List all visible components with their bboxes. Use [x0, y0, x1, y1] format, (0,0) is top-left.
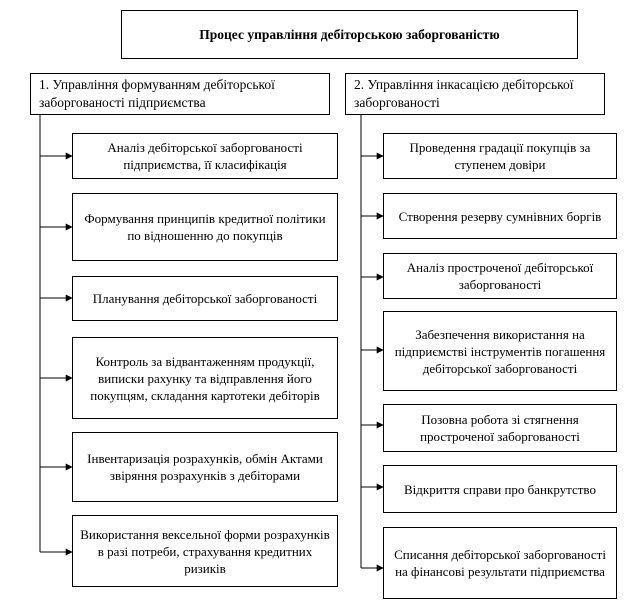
left-item-6-text: Використання вексельної форми розрахунків в разі потреби, страхування кредитних ризиків — [80, 526, 330, 576]
right-item-5 — [383, 404, 617, 452]
right-item-2 — [383, 193, 617, 239]
title-text: Процес управління дебіторською заборгованістю — [199, 27, 500, 42]
right-item-2-text: Створення резерву сумнівних боргів — [398, 208, 602, 224]
left-item-4-text: Контроль за відвантаженням продукції, виписки рахунку та відправлення його покупцям, складання картотеки дебіторів — [90, 353, 320, 403]
left-item-6 — [72, 515, 338, 587]
left-item-3 — [72, 276, 338, 321]
right-item-5-text: Позовна робота зі стягнення простроченої заборгованості — [420, 412, 580, 444]
right-item-6 — [383, 465, 617, 513]
right-item-4 — [383, 311, 617, 391]
right-item-4-text: Забезпечення використання на підприємстві інструментів погашення дебіторської заборгованості — [394, 326, 606, 376]
left-item-2-text: Формування принципів кредитної політики по відношенню до покупців — [84, 211, 326, 243]
left-item-1-text: Аналіз дебіторської заборгованості підприємства, її класифікація — [107, 140, 303, 172]
left-item-1 — [72, 133, 338, 179]
right-item-3-text: Аналіз простроченої дебіторської заборгованості — [406, 260, 594, 292]
right-heading-text: 2. Управління інкасацією дебіторської заборгованості — [354, 77, 574, 110]
left-item-5 — [72, 432, 338, 502]
right-item-1-text: Проведення градації покупців за ступенем довіри — [409, 140, 591, 172]
right-heading-box — [345, 73, 605, 115]
left-item-5-text: Інвентаризація розрахунків, обмін Актами звіряння розрахунків з дебіторами — [87, 451, 323, 483]
diagram-title — [121, 10, 578, 59]
left-heading-text: 1. Управління формуванням дебіторської заборгованості підприємства — [39, 77, 275, 110]
left-item-2 — [72, 193, 338, 261]
left-item-3-text: Планування дебіторської заборгованості — [92, 291, 318, 306]
left-item-4 — [72, 337, 338, 419]
right-item-7-text: Списання дебіторської заборгованості на фінансові результати підприємства — [394, 547, 606, 579]
right-item-3 — [383, 253, 617, 299]
left-heading-box — [30, 73, 330, 115]
right-item-6-text: Відкриття справи про банкрутство — [404, 481, 596, 497]
right-item-7 — [383, 527, 617, 599]
right-item-1 — [383, 133, 617, 179]
